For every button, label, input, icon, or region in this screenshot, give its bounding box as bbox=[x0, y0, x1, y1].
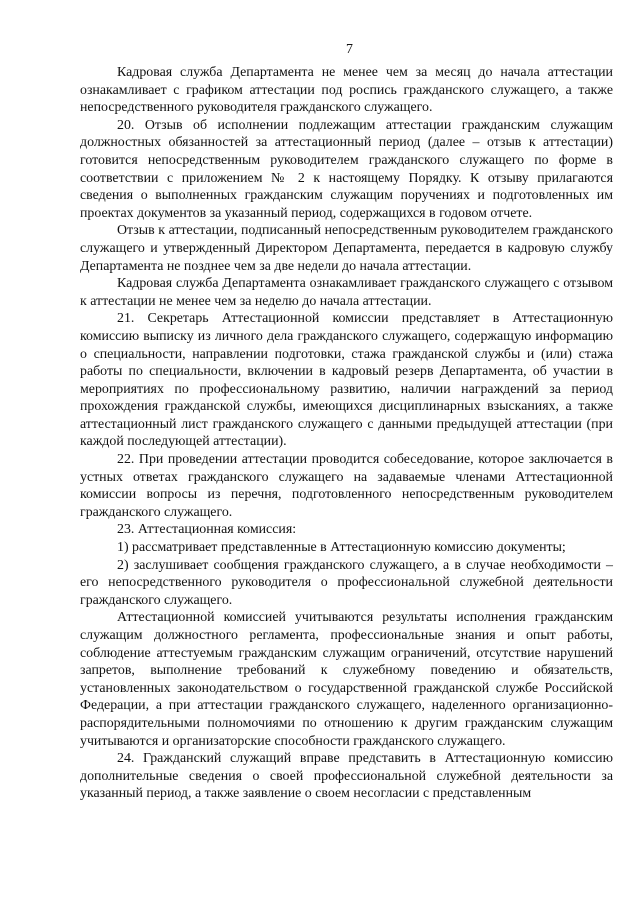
paragraph-23-commission: 23. Аттестационная комиссия: bbox=[117, 522, 297, 538]
paragraph-24-additional-info: 24. Гражданский служащий вправе представить в Аттестационную комиссию дополнительные сведения о своей профессиональной служебной деятельности за указанный период, а также заявление о своем несогласии с представленным bbox=[80, 751, 613, 802]
paragraph-criteria: Аттестационной комиссией учитываются результаты исполнения гражданским служащим должностного регламента, профессиональные знания и опыт работы, соблюдение аттестуемым гражданским служащим ограничений, отсутствие нарушений запретов, выполнение требований к служебному поведению и обязательств, установленных законодательством о государственной гражданской службе Российской Федерации, а при аттестации гражданского служащего, наделенного организационно-распорядительными полномочиями по отношению к другим гражданским служащим учитываются и организаторские способности гражданского служащего. bbox=[80, 610, 613, 749]
paragraph-staff-schedule-notice: Кадровая служба Департамента не менее чем за месяц до начала аттестации ознакамливает с графиком аттестации под роспись гражданского служащего, а также непосредственного руководителя гражданского служащего. bbox=[80, 65, 613, 116]
paragraph-review-familiarization: Кадровая служба Департамента ознакамливает гражданского служащего с отзывом к аттестации не менее чем за неделю до начала аттестации. bbox=[80, 276, 613, 309]
paragraph-20-review: 20. Отзыв об исполнении подлежащим аттестации гражданским служащим должностных обязанностей за аттестационный период (далее – отзыв к аттестации) готовится непосредственным руководителем гражданского служащего по форме в соответствии с приложением № 2 к настоящему Порядку. К отзыву прилагаются сведения о выполненных гражданским служащим поручениях и подготовленных им проектах документов за указанный период, содержащихся в годовом отчете. bbox=[80, 117, 613, 221]
paragraph-22-interview: 22. При проведении аттестации проводится собеседование, которое заключается в устных ответах гражданского служащего на задаваемые членами Аттестационной комиссии вопросы из перечня, подготовленного непосредственным руководителем гражданского служащего. bbox=[80, 452, 613, 520]
page-number: 7 bbox=[346, 42, 353, 57]
paragraph-23-item-1: 1) рассматривает представленные в Аттестационную комиссию документы; bbox=[117, 540, 566, 556]
paragraph-23-item-2: 2) заслушивает сообщения гражданского служащего, а в случае необходимости – его непосредственного руководителя о профессиональной служебной деятельности гражданского служащего. bbox=[80, 557, 613, 608]
paragraph-21-secretary: 21. Секретарь Аттестационной комиссии представляет в Аттестационную комиссию выписку из личного дела гражданского служащего, содержащую информацию о специальности, направлении подготовки, стажа гражданской службы и (или) стажа работы по специальности, включении в кадровый резерв Департамента, об участии в мероприятиях по профессиональному развитию, наличии награждений за период прохождения гражданской службы, имеющихся дисциплинарных взысканиях, а также аттестационный лист гражданского служащего с данными предыдущей аттестации (при каждой последующей аттестации). bbox=[80, 311, 613, 450]
paragraph-review-submission: Отзыв к аттестации, подписанный непосредственным руководителем гражданского служащего и утвержденный Директором Департамента, передается в кадровую службу Департамента не позднее чем за две недели до начала аттестации. bbox=[80, 223, 613, 274]
